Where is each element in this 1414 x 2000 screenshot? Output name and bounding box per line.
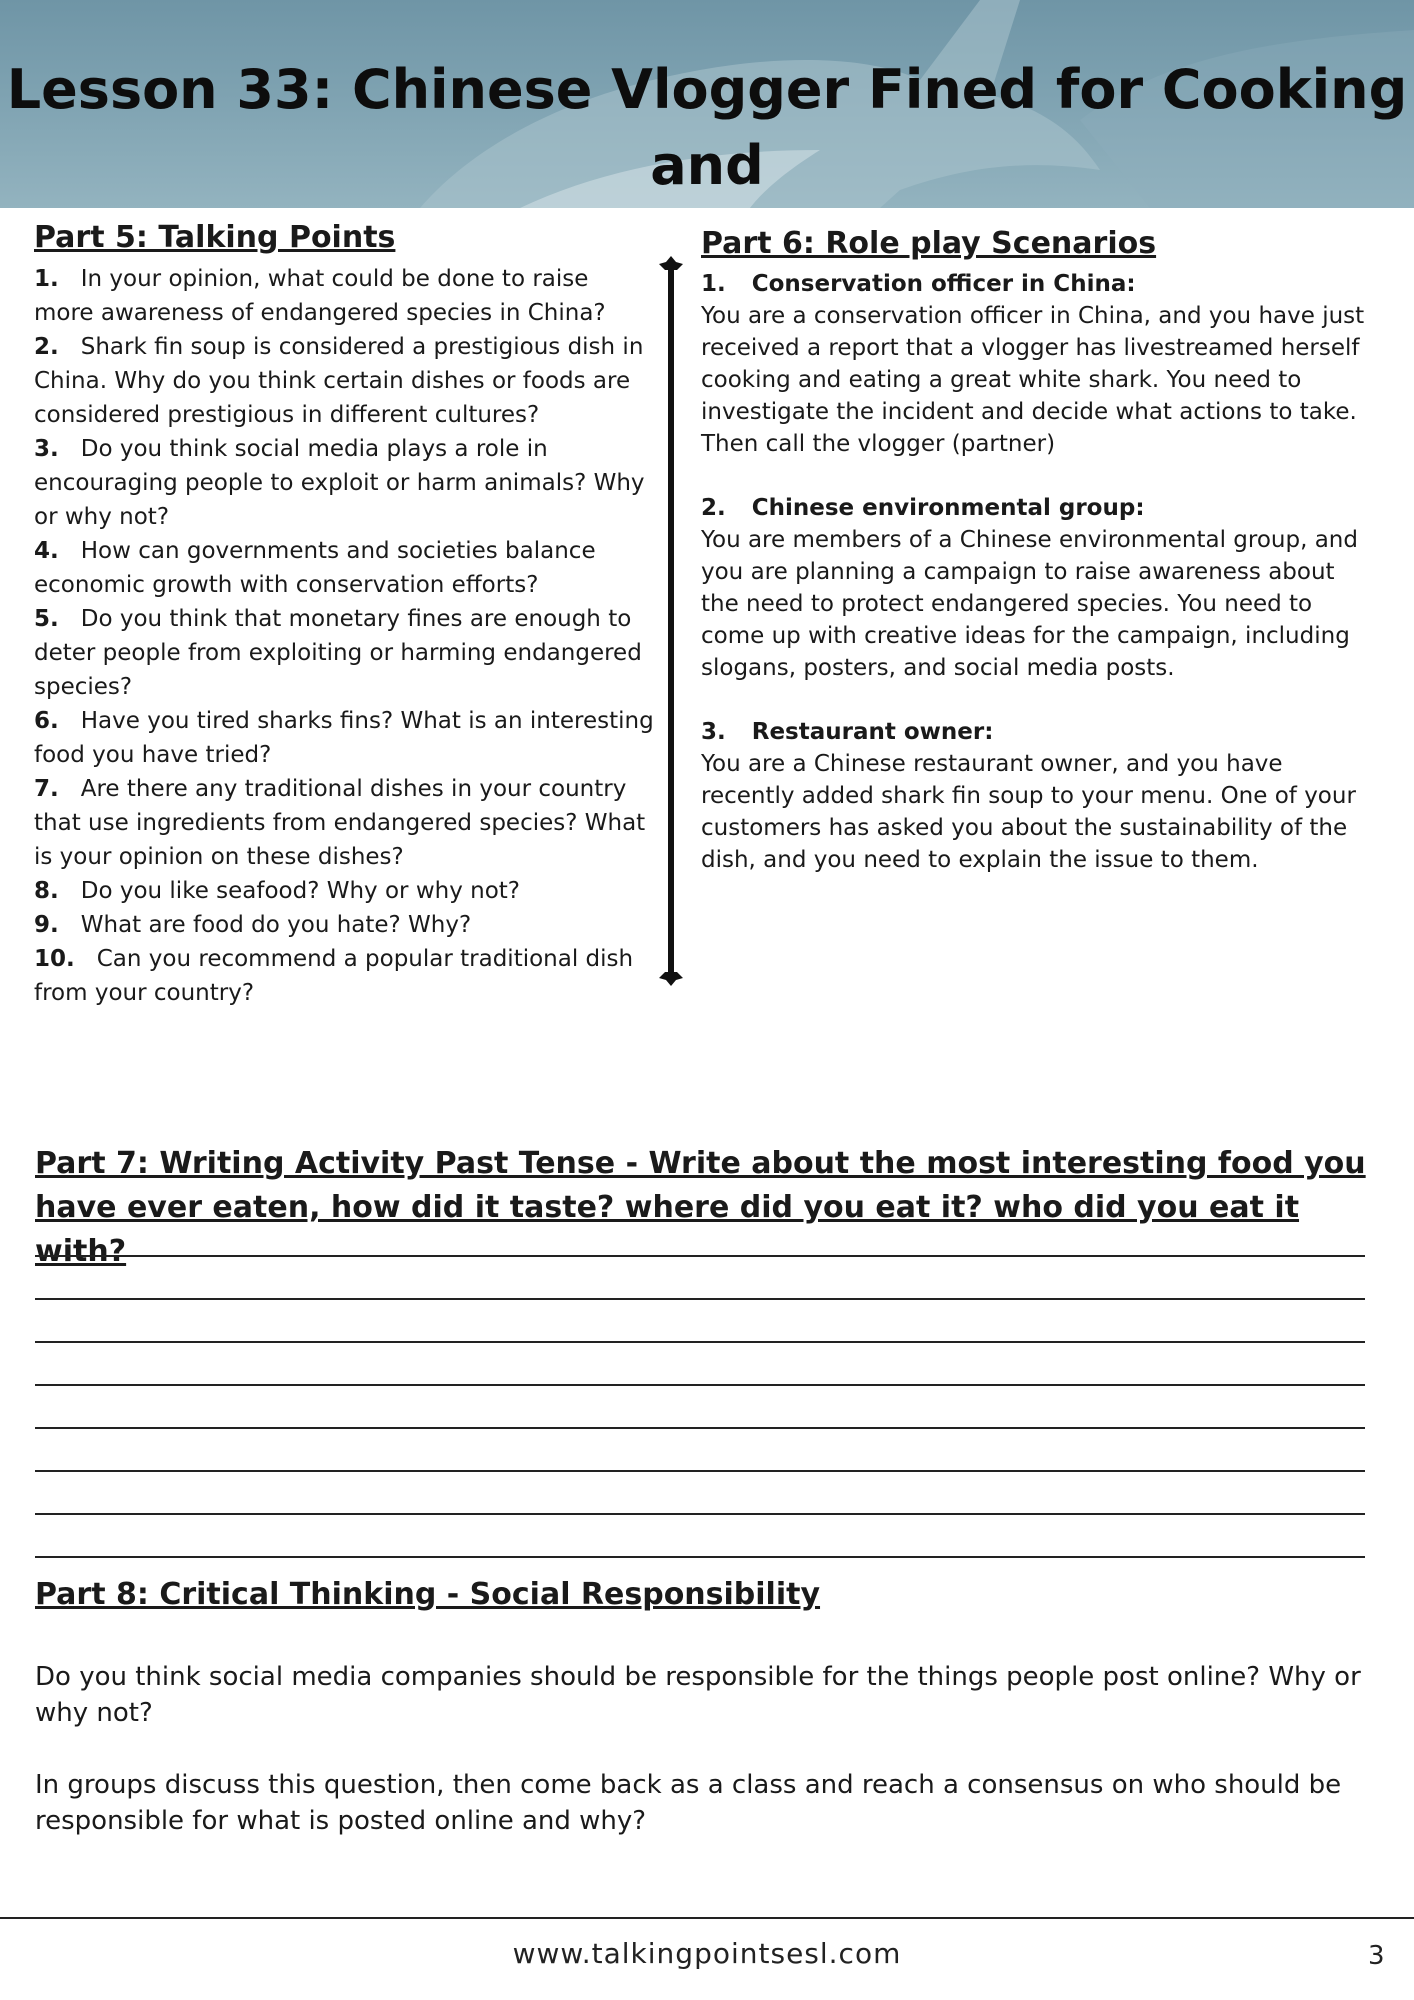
role-play-section — [701, 224, 1371, 908]
writing-line[interactable] — [35, 1556, 1365, 1558]
item-text: In your opinion, what could be done to raise more awareness of endangered species in China? — [34, 266, 606, 326]
talking-point-item — [34, 942, 654, 1010]
item-number: 10. — [34, 946, 75, 972]
item-text: Shark fin soup is considered a prestigious dish in China. Why do you think certain dishes or foods are considered prestigious in different cultures? — [34, 334, 644, 428]
writing-line[interactable] — [35, 1298, 1365, 1300]
scenario-number: 2. — [701, 495, 726, 521]
scenario-block — [701, 492, 1371, 684]
item-number: 8. — [34, 878, 59, 904]
scenario-text: You are a Chinese restaurant owner, and you have recently added shark fin soup to your menu. One of your customers has asked you about the sustainability of the dish, and you need to explain the issue to them. — [701, 751, 1356, 873]
scenario-heading — [701, 492, 1371, 524]
title-line-1: Lesson 33: Chinese Vlogger Fined for Cooking and — [6, 58, 1408, 197]
item-number: 7. — [34, 776, 59, 802]
talking-point-item — [34, 432, 654, 534]
scenario-heading-text: Restaurant owner: — [751, 719, 994, 745]
part8-title: Part 8: Critical Thinking - Social Responsibility — [35, 1577, 821, 1612]
page-title — [0, 52, 1414, 208]
item-number: 5. — [34, 606, 59, 632]
item-text: How can governments and societies balance economic growth with conservation efforts? — [34, 538, 596, 598]
footer-divider — [0, 1917, 1414, 1919]
writing-line[interactable] — [35, 1513, 1365, 1515]
talking-point-item — [34, 262, 654, 330]
footer-url[interactable]: www.talkingpointsesl.com — [512, 1937, 902, 1970]
talking-point-item — [34, 602, 654, 704]
item-text: Do you like seafood? Why or why not? — [80, 878, 521, 904]
critical-thinking-instruction: In groups discuss this question, then come back as a class and reach a consensus on who should be responsible for what is posted online and why? — [35, 1770, 1342, 1836]
talking-points-list — [34, 262, 654, 1010]
writing-lines — [35, 1255, 1365, 1599]
writing-line[interactable] — [35, 1255, 1365, 1257]
scenario-heading-text: Conservation officer in China: — [751, 271, 1136, 297]
item-number: 6. — [34, 708, 59, 734]
talking-point-item — [34, 908, 654, 942]
scenario-heading — [701, 268, 1371, 300]
talking-points-section — [34, 218, 654, 1010]
scenario-number: 3. — [701, 719, 726, 745]
scenario-heading-text: Chinese environmental group: — [751, 495, 1145, 521]
writing-line[interactable] — [35, 1341, 1365, 1343]
scenario-text: You are members of a Chinese environmental group, and you are planning a campaign to raise awareness about the need to protect endangered species. You need to come up with creative ideas for the campaign, including slogans, posters, and social media posts. — [701, 527, 1358, 681]
scenario-block — [701, 268, 1371, 460]
item-number: 3. — [34, 436, 59, 462]
item-text: Can you recommend a popular traditional dish from your country? — [34, 946, 634, 1006]
header-banner — [0, 0, 1414, 208]
talking-point-item — [34, 874, 654, 908]
item-text: Have you tired sharks fins? What is an interesting food you have tried? — [34, 708, 654, 768]
item-number: 4. — [34, 538, 59, 564]
talking-point-item — [34, 534, 654, 602]
part6-title: Part 6: Role play Scenarios — [701, 226, 1157, 261]
page-number: 3 — [1368, 1941, 1385, 1971]
critical-thinking-section — [35, 1575, 1365, 1839]
column-divider — [656, 256, 686, 986]
item-text: What are food do you hate? Why? — [80, 912, 472, 938]
item-text: Do you think social media plays a role in encouraging people to exploit or harm animals? Why or why not? — [34, 436, 645, 530]
item-text: Do you think that monetary fines are enough to deter people from exploiting or harming endangered species? — [34, 606, 642, 700]
critical-thinking-question: Do you think social media companies should be responsible for the things people post online? Why or why not? — [35, 1662, 1361, 1728]
item-number: 2. — [34, 334, 59, 360]
writing-line[interactable] — [35, 1470, 1365, 1472]
item-text: Are there any traditional dishes in your country that use ingredients from endangered species? What is your opinion on these dishes? — [34, 776, 646, 870]
item-number: 9. — [34, 912, 59, 938]
writing-line[interactable] — [35, 1427, 1365, 1429]
scenario-number: 1. — [701, 271, 726, 297]
part7-title: Part 7: Writing Activity Past Tense - Write about the most interesting food you have ever eaten, how did it taste? where did you eat it? who did you eat it with? — [35, 1146, 1366, 1269]
part5-title: Part 5: Talking Points — [34, 220, 396, 255]
talking-point-item — [34, 772, 654, 874]
talking-point-item — [34, 330, 654, 432]
scenario-heading — [701, 716, 1371, 748]
scenario-block — [701, 716, 1371, 876]
scenario-text: You are a conservation officer in China, and you have just received a report that a vlogger has livestreamed herself cooking and eating a great white shark. You need to investigate the incident and decide what actions to take. Then call the vlogger (partner) — [701, 303, 1365, 457]
writing-line[interactable] — [35, 1384, 1365, 1386]
item-number: 1. — [34, 266, 59, 292]
title-line-2 — [0, 204, 1414, 208]
talking-point-item — [34, 704, 654, 772]
